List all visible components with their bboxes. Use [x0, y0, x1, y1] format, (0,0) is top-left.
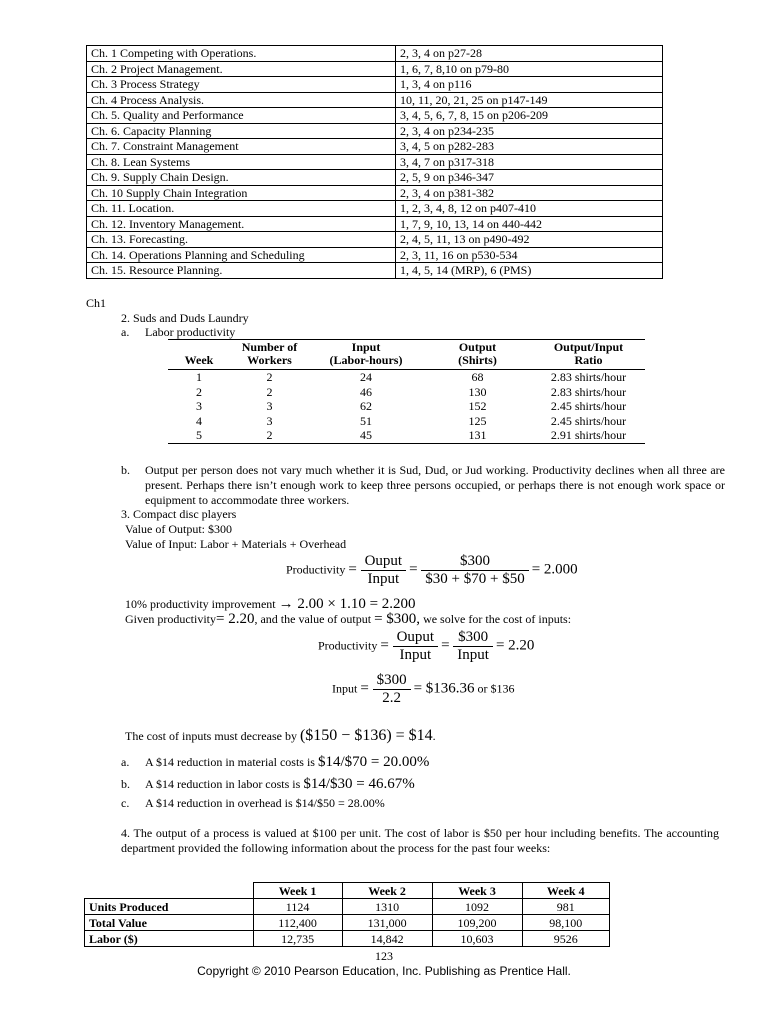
table-cell: Ch. 2 Project Management. [87, 61, 396, 77]
equation-tail: or $136 [477, 681, 515, 696]
table-cell: Ch. 12. Inventory Management. [87, 216, 396, 232]
table-row [87, 139, 663, 155]
table-row [87, 170, 663, 186]
paragraph [121, 826, 719, 856]
column-header: Input (Labor-hours) [329, 340, 403, 367]
paragraph [125, 597, 416, 612]
table-row [87, 185, 663, 201]
fraction-numerator: $300 [373, 672, 411, 690]
fraction-denominator: 2.2 [382, 690, 401, 706]
list-label: b. [121, 463, 130, 477]
equation-lhs: Input [332, 681, 358, 696]
table-cell: 3 [196, 399, 202, 413]
paragraph: Value of Input: Labor + Materials + Overhead [125, 537, 347, 551]
table-row [168, 414, 645, 429]
table-cell: 1, 6, 7, 8,10 on p79-80 [396, 61, 663, 77]
column-header: Number of Workers [241, 340, 298, 367]
copyright-footer: Copyright © 2010 Pearson Education, Inc. Publishing as Prentice Hall. [197, 964, 571, 978]
input-equation [332, 672, 515, 707]
decrease-end: . [432, 729, 436, 743]
table-cell: 1092 [432, 899, 522, 915]
table-cell: 3 [266, 413, 273, 428]
table-cell: 2.91 shirts/hour [550, 428, 627, 442]
table-cell: 2 [196, 384, 202, 399]
table-row [168, 370, 645, 385]
fraction-numerator: Ouput [393, 629, 439, 647]
table-header-row [85, 883, 610, 899]
table-cell: Ch. 11. Location. [87, 201, 396, 217]
equation-equals: = [380, 637, 393, 654]
productivity-equation [286, 553, 578, 588]
fraction [453, 629, 493, 664]
table-row [85, 915, 610, 931]
paragraph [125, 728, 436, 744]
fraction-denominator: Input [367, 571, 400, 587]
row-header: Total Value [85, 915, 254, 931]
table-cell: 125 [468, 413, 487, 428]
laundry-table [168, 339, 645, 444]
table-row [87, 201, 663, 217]
list-item-text: A $14 reduction in overhead is $14/$50 = 28.00% [145, 796, 385, 810]
table-cell: 152 [468, 399, 487, 413]
table-cell: 1 [196, 370, 202, 384]
table-cell: 3, 4, 5, 6, 7, 8, 15 on p206-209 [396, 108, 663, 124]
table-row [87, 108, 663, 124]
table-cell: Ch. 9. Supply Chain Design. [87, 170, 396, 186]
given-text: we solve for the cost of inputs: [423, 612, 572, 626]
paragraph: Value of Output: $300 [125, 522, 232, 536]
table-cell: 130 [468, 384, 487, 399]
list-label: a. [121, 755, 130, 769]
table-cell: Ch. 3 Process Strategy [87, 77, 396, 93]
given-math: = $300, [374, 611, 421, 627]
table-cell: 12,735 [253, 931, 342, 947]
table-cell: 1, 2, 3, 4, 8, 12 on p407-410 [396, 201, 663, 217]
table-cell: 68 [471, 370, 484, 384]
table-cell: 14,842 [342, 931, 432, 947]
table-cell: Ch. 10 Supply Chain Integration [87, 185, 396, 201]
table-cell: 2.83 shirts/hour [550, 370, 627, 384]
fraction-numerator: $300 [421, 553, 528, 571]
problem-4-text: 4. The output of a process is valued at $100 per unit. The cost of labor is $50 per hour including benefits. The accounting department provided the following information about the process for the past four weeks: [121, 826, 719, 855]
table-cell: 3, 4, 5 on p282-283 [396, 139, 663, 155]
table-header-row [168, 340, 645, 370]
list-item [145, 777, 415, 792]
equation-lhs: Productivity [318, 638, 378, 653]
column-header: Week 1 [253, 883, 342, 899]
equation-equals: = [348, 561, 361, 578]
fraction-denominator: Input [399, 647, 432, 663]
table-cell: Ch. 6. Capacity Planning [87, 123, 396, 139]
table-cell: Ch. 13. Forecasting. [87, 232, 396, 248]
table-cell: 98,100 [522, 915, 610, 931]
decrease-math: ($150 − $136) = $14 [299, 727, 433, 744]
table-cell: 981 [522, 899, 610, 915]
table-cell: 62 [360, 399, 372, 413]
table-row [168, 428, 645, 443]
given-math: = 2.20 [215, 611, 255, 627]
fraction-numerator: Ouput [361, 553, 407, 571]
column-header: Week 2 [342, 883, 432, 899]
paragraph: Output per person does not vary much whether it is Sud, Dud, or Jud working. Productivity declines when all three are present. Perhaps there isn’t enough work to keep three persons occupied, or perhaps there is not enough work space or equipment to accommodate three workers. [145, 463, 725, 507]
problem-title: 2. Suds and Duds Laundry [121, 311, 249, 325]
equation-result: = 2.000 [531, 561, 578, 578]
table-cell: Ch. 1 Competing with Operations. [87, 46, 396, 62]
weekly-data-table [84, 882, 610, 947]
paragraph [125, 612, 571, 627]
table-cell: 2 [266, 384, 273, 399]
list-label: b. [121, 777, 130, 791]
problem-title: 3. Compact disc players [121, 507, 237, 521]
table-cell: 4 [196, 413, 202, 428]
productivity-equation [318, 629, 534, 664]
table-row [168, 385, 645, 400]
table-cell: 1, 7, 9, 10, 13, 14 on 440-442 [396, 216, 663, 232]
row-header: Labor ($) [85, 931, 254, 947]
column-header: Output/Input Ratio [553, 340, 624, 367]
table-cell: 10, 11, 20, 21, 25 on p147-149 [396, 92, 663, 108]
list-item-text: A $14 reduction in labor costs is [145, 777, 301, 791]
table-cell: Ch. 15. Resource Planning. [87, 263, 396, 279]
equation-equals: = [441, 637, 454, 654]
page-number: 123 [375, 949, 393, 963]
list-item-math: $14/$30 = 46.67% [303, 776, 415, 792]
table-row [87, 46, 663, 62]
table-row [87, 77, 663, 93]
improvement-math: → 2.00 × 1.10 = 2.200 [278, 596, 416, 612]
table-cell: 2.83 shirts/hour [550, 384, 627, 399]
table-cell: 3 [266, 399, 273, 413]
table-cell: 2, 4, 5, 11, 13 on p490-492 [396, 232, 663, 248]
table-cell: Ch. 5. Quality and Performance [87, 108, 396, 124]
table-cell: 2, 3, 4 on p234-235 [396, 123, 663, 139]
table-cell: 3, 4, 7 on p317-318 [396, 154, 663, 170]
table-cell: 45 [360, 428, 372, 442]
table-cell: 1, 3, 4 on p116 [396, 77, 663, 93]
given-text: , and the value of output [254, 612, 372, 626]
equation-result: = 2.20 [495, 637, 535, 654]
fraction-numerator: $300 [453, 629, 493, 647]
table-row [87, 216, 663, 232]
subpart-text: Labor productivity [145, 325, 236, 339]
column-header [85, 883, 254, 899]
column-header: Output (Shirts) [458, 340, 497, 367]
table-cell: 109,200 [432, 915, 522, 931]
table-cell: 51 [360, 413, 372, 428]
fraction [393, 629, 439, 664]
table-row [87, 247, 663, 263]
table-row [87, 154, 663, 170]
table-cell: Ch. 7. Constraint Management [87, 139, 396, 155]
table-cell: 2, 3, 11, 16 on p530-534 [396, 247, 663, 263]
list-item [145, 755, 429, 770]
column-header: Week 4 [522, 883, 610, 899]
table-row [168, 399, 645, 414]
table-cell: 2, 5, 9 on p346-347 [396, 170, 663, 186]
assignments-table [86, 45, 663, 279]
equation-equals: = [360, 680, 373, 697]
table-cell: 1, 4, 5, 14 (MRP), 6 (PMS) [396, 263, 663, 279]
list-item [145, 796, 385, 811]
table-cell: 131 [468, 428, 487, 442]
column-header: Week 3 [432, 883, 522, 899]
table-row [87, 61, 663, 77]
table-cell: Ch. 8. Lean Systems [87, 154, 396, 170]
table-cell: 10,603 [432, 931, 522, 947]
table-row [87, 232, 663, 248]
improvement-text: 10% productivity improvement [125, 597, 276, 611]
table-cell: 5 [196, 428, 202, 442]
row-header: Units Produced [85, 899, 254, 915]
table-row [87, 263, 663, 279]
table-cell: 2, 3, 4 on p381-382 [396, 185, 663, 201]
table-row [87, 92, 663, 108]
list-label: c. [121, 796, 130, 810]
table-cell: Ch. 14. Operations Planning and Scheduling [87, 247, 396, 263]
given-text: Given productivity [125, 612, 216, 626]
fraction-denominator: $30 + $70 + $50 [425, 571, 525, 587]
table-cell: 2.45 shirts/hour [550, 413, 627, 428]
table-cell: 9526 [522, 931, 610, 947]
table-cell: 2 [266, 370, 273, 384]
table-row [87, 123, 663, 139]
table-cell: 112,400 [253, 915, 342, 931]
section-heading: Ch1 [86, 296, 107, 310]
equation-result: = $136.36 [413, 680, 475, 697]
decrease-text: The cost of inputs must decrease by [125, 729, 297, 743]
list-item-math: $14/$70 = 20.00% [317, 754, 430, 770]
table-cell: 2 [266, 428, 273, 442]
table-cell: Ch. 4 Process Analysis. [87, 92, 396, 108]
fraction [361, 553, 407, 588]
column-header: Week [184, 353, 214, 367]
fraction [421, 553, 528, 588]
list-label: a. [121, 325, 130, 339]
fraction-denominator: Input [457, 647, 489, 663]
table-cell: 1310 [342, 899, 432, 915]
table-cell: 2, 3, 4 on p27-28 [396, 46, 663, 62]
equation-equals: = [409, 561, 422, 578]
table-cell: 24 [360, 370, 372, 384]
equation-lhs: Productivity [286, 562, 346, 577]
table-cell: 131,000 [342, 915, 432, 931]
list-item-text: A $14 reduction in material costs is [145, 755, 315, 769]
table-row [85, 899, 610, 915]
fraction [373, 672, 411, 707]
table-row [85, 931, 610, 947]
table-cell: 1124 [253, 899, 342, 915]
table-cell: 2.45 shirts/hour [550, 399, 627, 413]
table-cell: 46 [360, 384, 372, 399]
